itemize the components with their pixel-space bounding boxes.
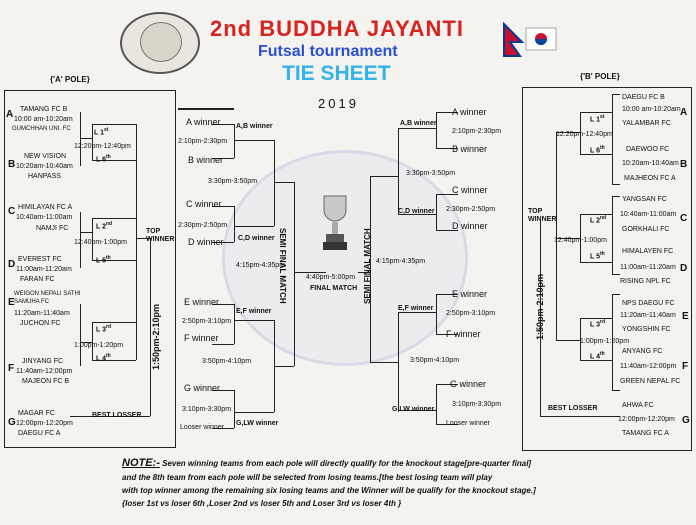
- watermark-seal: [222, 150, 468, 366]
- left-cd-time: 2:30pm-2:50pm: [178, 222, 228, 229]
- b-l6: L 6th: [590, 145, 605, 155]
- b-l1: L 1st: [590, 114, 605, 124]
- match-time: 10:40am-11:00am: [16, 214, 73, 221]
- b-top-winner: TOP WINNER: [528, 208, 557, 223]
- a-time-l1-l6: 12:20pm-12:40pm: [74, 143, 131, 150]
- a-l4: L 4th: [96, 353, 111, 363]
- b-tag: D: [680, 263, 688, 274]
- b-team: HIMALAYEN FC: [622, 248, 674, 255]
- b-team: DAEWOO FC: [626, 146, 670, 153]
- a-l3: L 3rd: [96, 324, 111, 334]
- b-l3: L 3rd: [590, 319, 605, 329]
- right-ab-label: A,B winner: [400, 120, 437, 127]
- match-tag: C: [8, 206, 16, 217]
- a-l6: L 6th: [96, 154, 111, 164]
- right-cd-time: 2:30pm-2:50pm: [446, 206, 496, 213]
- right-b-winner: B winner: [452, 144, 488, 154]
- a-best-losser: BEST LOSSER: [92, 412, 142, 419]
- b-team: GREEN NEPAL FC: [620, 378, 681, 385]
- left-cd-label: C,D winner: [238, 235, 275, 242]
- a-l5: L 5th: [96, 255, 111, 265]
- team-name: HIMILAYAN FC A: [18, 204, 73, 211]
- b-time: 11:20am-11:40am: [620, 312, 676, 319]
- b-team: MAJHEON FC A: [624, 175, 676, 182]
- b-time: 10:20am-10:40am: [622, 160, 679, 167]
- match-time: 11:40am-12:00pm: [16, 368, 73, 375]
- team-name: NEW VISION: [24, 153, 67, 160]
- note-line-4: {loser 1st vs loser 6th ,Loser 2nd vs loser 5th and Loser 3rd vs loser 4th }: [122, 499, 402, 508]
- b-team: ANYANG FC: [622, 348, 663, 355]
- a-time-l3-l4: 1:00pm-1:20pm: [74, 342, 124, 349]
- b-tag: A: [680, 107, 688, 118]
- b-l5: L 5th: [590, 251, 605, 261]
- right-cd-label: C,D winner: [398, 208, 435, 215]
- right-efg-time: 3:50pm-4:10pm: [410, 357, 460, 364]
- final-label: FINAL MATCH: [310, 285, 358, 292]
- a-top-winner: TOP WINNER: [146, 228, 175, 243]
- match-tag: D: [8, 259, 16, 270]
- b-team: YALAMBAR FC: [622, 120, 671, 127]
- a-pole-label: {'A' POLE}: [50, 75, 90, 84]
- b-time: 12:00pm-12:20pm: [618, 416, 675, 423]
- left-bracket-frame: [178, 108, 234, 110]
- left-ab-time: 2:10pm-2:30pm: [178, 138, 228, 145]
- left-semi-label: SEMI FINAL MATCH: [278, 228, 287, 304]
- right-looser: Looser winner: [446, 420, 490, 427]
- b-tag: G: [682, 415, 690, 426]
- team-name: EVEREST FC: [18, 256, 62, 263]
- right-semi-time: 4:15pm-4:35pm: [376, 258, 426, 265]
- left-abcd-time: 3:30pm-3:50pm: [208, 178, 258, 185]
- right-glw-time: 3:10pm-3:30pm: [452, 401, 502, 408]
- b-team: TAMANG FC A: [622, 430, 669, 437]
- left-ab-label: A,B winner: [236, 123, 273, 130]
- b-team: GORKHALI FC: [622, 226, 670, 233]
- right-ef-time: 2:50pm-3:10pm: [446, 310, 496, 317]
- left-semi-time: 4:15pm-4:35pm: [236, 262, 286, 269]
- a-l2: L 2nd: [96, 221, 113, 231]
- year: 2019: [318, 96, 359, 111]
- right-c-winner: C winner: [452, 185, 488, 195]
- b-team: YONGSHIN FC: [622, 326, 671, 333]
- right-semi-label: SEMI FINAL MATCH: [363, 228, 372, 304]
- team-name: WEIGON NEPALI SATHI SAMUHA FC: [14, 291, 81, 305]
- team-name: DAEGU FC A: [18, 430, 61, 437]
- b-l2: L 2nd: [590, 215, 607, 225]
- b-team: NPS DAEGU FC: [622, 300, 675, 307]
- right-g-winner: G winner: [450, 379, 487, 389]
- right-ef-label: E,F winner: [398, 305, 434, 312]
- right-f-winner: F winner: [446, 329, 481, 339]
- right-e-winner: E winner: [452, 289, 488, 299]
- b-time-l2-l5: 12:40pm-1:00pm: [554, 237, 607, 244]
- match-time: 11:00am-11:20am: [16, 266, 72, 273]
- right-ab-time: 2:10pm-2:30pm: [452, 128, 502, 135]
- match-tag: F: [8, 363, 15, 374]
- left-f-winner: F winner: [184, 333, 219, 343]
- b-time-l3-l4: 1:00pm-1:20pm: [580, 338, 630, 345]
- left-b-winner: B winner: [188, 155, 224, 165]
- note-text: Seven winning teams from each pole will directly qualify for the knockout stage[pre-quarter final]: [162, 459, 532, 468]
- left-looser: Looser winner: [180, 424, 224, 431]
- title: 2nd BUDDHA JAYANTI: [210, 16, 464, 41]
- left-efg-time: 3:50pm-4:10pm: [202, 358, 252, 365]
- a-time-l2-l5: 12:40pm-1:00pm: [74, 239, 127, 246]
- left-ef-time: 2:50pm-3:10pm: [182, 318, 232, 325]
- left-ef-label: E,F winner: [236, 308, 272, 315]
- right-abcd-time: 3:30pm-3:50pm: [406, 170, 456, 177]
- b-time: 10:00 am-10:20am: [622, 106, 681, 113]
- b-l4: L 4th: [590, 351, 605, 361]
- left-g-winner: G winner: [184, 383, 221, 393]
- b-best-losser: BEST LOSSER: [548, 405, 598, 412]
- b-time-l1-l6: 12:20pm-12:40pm: [556, 131, 613, 138]
- match-time: 11:20am-11:40am: [14, 310, 70, 317]
- logo-stupa-icon: [140, 22, 182, 62]
- right-a-winner: A winner: [452, 107, 487, 117]
- team-name: MAGAR FC: [18, 410, 55, 417]
- team-name: JUCHON FC: [20, 320, 61, 327]
- right-d-winner: D winner: [452, 221, 488, 231]
- team-name: TAMANG FC B: [20, 106, 68, 113]
- left-d-winner: D winner: [188, 237, 224, 247]
- team-name: FARAN FC: [20, 276, 55, 283]
- subtitle: Futsal tournament: [258, 43, 398, 60]
- b-top-time: 1:50pm-2:10pm: [535, 273, 545, 340]
- note-line-2: and the 8th team from each pole will be selected from losing teams.[the best losing team will play: [122, 473, 493, 482]
- trophy-icon: [318, 192, 352, 252]
- match-time: 10:00 am-10:20am: [14, 116, 73, 123]
- b-time: 10:40am-11:00am: [620, 211, 677, 218]
- team-name: NAMJI FC: [36, 225, 69, 232]
- left-c-winner: C winner: [186, 199, 222, 209]
- b-team: AHWA FC: [622, 402, 654, 409]
- match-tag: G: [8, 417, 16, 428]
- match-tag: E: [8, 297, 15, 308]
- team-name: HANPASS: [28, 173, 61, 180]
- match-time: 10:20am-10:40am: [16, 163, 73, 170]
- b-pole-label: {'B' POLE}: [580, 72, 620, 81]
- a-l1: L 1st: [94, 127, 109, 137]
- flags-icon: [500, 22, 558, 58]
- tie-sheet-heading: TIE SHEET: [282, 62, 391, 85]
- b-tag: E: [682, 311, 689, 322]
- left-e-winner: E winner: [184, 297, 220, 307]
- team-name: JINYANG FC: [22, 358, 64, 365]
- left-glw-time: 3:10pm-3:30pm: [182, 406, 232, 413]
- b-team: YANGSAN FC: [622, 196, 667, 203]
- b-tag: B: [680, 159, 688, 170]
- left-a-winner: A winner: [186, 117, 221, 127]
- match-tag: A: [6, 109, 14, 120]
- team-name: MAJEON FC B: [22, 378, 70, 385]
- left-glw-label: G,LW winner: [236, 420, 279, 427]
- a-top-time: 1:50pm-2:10pm: [151, 303, 161, 370]
- b-tag: F: [682, 361, 689, 372]
- b-time: 11:40am-12:00pm: [620, 363, 677, 370]
- team-name: GUMCHHAN UNI. FC: [12, 126, 71, 132]
- final-time: 4:40pm-5:00pm: [306, 274, 356, 281]
- b-time: 11:00am-11:20am: [620, 264, 676, 271]
- note-line-3: with top winner among the remaining six losing teams and the Winner will be qualify for the knockout stage.]: [122, 486, 536, 495]
- note-line-1: [122, 458, 531, 469]
- match-tag: B: [8, 159, 16, 170]
- right-glw-label: G,LW winner: [392, 406, 435, 413]
- b-team: RISING NPL FC: [620, 278, 671, 285]
- tournament-logo: [120, 12, 200, 74]
- b-tag: C: [680, 213, 688, 224]
- b-team: DAEGU FC B: [622, 94, 665, 101]
- note-heading: NOTE:-: [122, 457, 160, 469]
- match-time: 12:00pm-12:20pm: [16, 420, 73, 427]
